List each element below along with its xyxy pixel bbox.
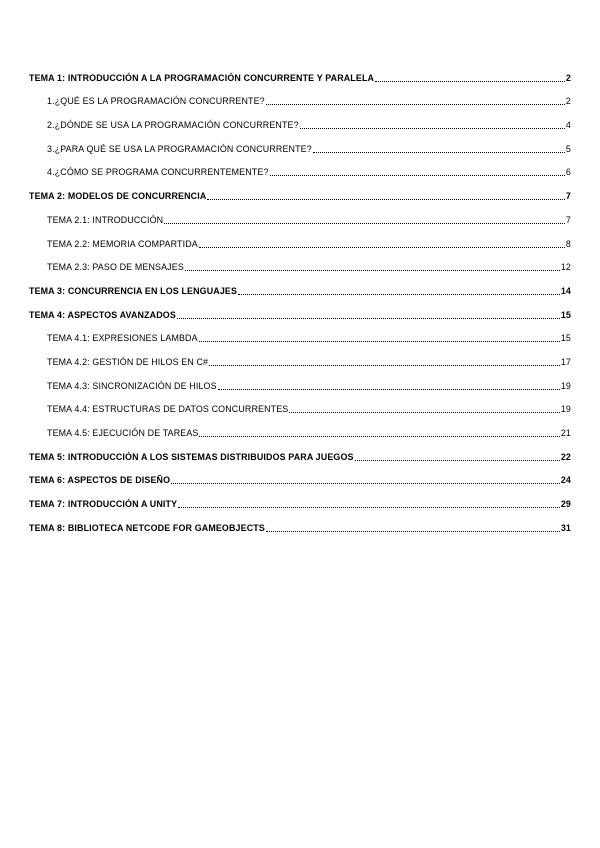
toc-entry[interactable] bbox=[29, 439, 571, 463]
toc-entry-page: 15 bbox=[560, 309, 571, 320]
toc-dot-leader bbox=[171, 482, 560, 484]
toc-dot-leader bbox=[199, 435, 559, 437]
toc-entry-page: 29 bbox=[560, 499, 571, 510]
toc-entry-title: TEMA 7: INTRODUCCIÓN A UNITY bbox=[29, 499, 178, 510]
toc-dot-leader bbox=[375, 80, 565, 82]
toc-dot-leader bbox=[199, 340, 560, 342]
toc-entry-title: TEMA 4.3: SINCRONIZACIÓN DE HILOS bbox=[47, 380, 217, 391]
toc-entry-title: 3.¿PARA QUÉ SE USA LA PROGRAMACIÓN CONCURRENTE? bbox=[47, 143, 312, 154]
toc-dot-leader bbox=[238, 293, 560, 295]
toc-entry-page: 2 bbox=[565, 72, 571, 83]
toc-entry-title: TEMA 4.5: EJECUCIÓN DE TAREAS bbox=[47, 428, 199, 438]
toc-entry[interactable] bbox=[29, 415, 571, 439]
toc-entry-title: TEMA 2.2: MEMORIA COMPARTIDA bbox=[47, 238, 198, 249]
toc-entry-title: 4.¿CÓMO SE PROGRAMA CONCURRENTEMENTE? bbox=[47, 167, 269, 178]
toc-entry-title: TEMA 4: ASPECTOS AVANZADOS bbox=[29, 309, 176, 320]
toc-dot-leader bbox=[266, 530, 560, 532]
toc-dot-leader bbox=[270, 174, 565, 176]
toc-entry-page: 4 bbox=[565, 120, 571, 131]
toc-entry[interactable] bbox=[29, 297, 571, 321]
toc-entry[interactable] bbox=[29, 155, 571, 179]
toc-entry-title: TEMA 3: CONCURRENCIA EN LOS LENGUAJES bbox=[29, 285, 238, 296]
toc-entry[interactable] bbox=[29, 226, 571, 250]
toc-entry-page: 19 bbox=[560, 404, 571, 415]
toc-entry-title: TEMA 4.1: EXPRESIONES LAMBDA bbox=[47, 333, 198, 344]
toc-entry-page: 15 bbox=[560, 333, 571, 344]
toc-entry-page: 24 bbox=[560, 475, 571, 486]
toc-entry[interactable] bbox=[29, 463, 571, 487]
toc-entry[interactable] bbox=[29, 202, 571, 226]
toc-entry-page: 7 bbox=[565, 214, 571, 225]
toc-entry-page: 7 bbox=[565, 191, 571, 202]
toc-entry[interactable] bbox=[29, 510, 571, 534]
toc-dot-leader bbox=[178, 506, 560, 508]
toc-entry[interactable] bbox=[29, 392, 571, 416]
toc-entry-title: TEMA 5: INTRODUCCIÓN A LOS SISTEMAS DISTRIBUIDOS PARA JUEGOS bbox=[29, 451, 354, 462]
toc-entry-page: 17 bbox=[560, 356, 571, 367]
toc-entry[interactable] bbox=[29, 107, 571, 131]
toc-entry[interactable] bbox=[29, 486, 571, 510]
toc-entry-page: 31 bbox=[560, 522, 571, 533]
toc-entry[interactable] bbox=[29, 368, 571, 392]
toc-dot-leader bbox=[300, 127, 565, 129]
toc-entry-title: TEMA 4.4: ESTRUCTURAS DE DATOS CONCURRENTES bbox=[47, 404, 289, 415]
toc-dot-leader bbox=[207, 198, 565, 200]
toc-dot-leader bbox=[199, 246, 565, 248]
toc-entry-title: 1.¿QUÉ ES LA PROGRAMACIÓN CONCURRENTE? bbox=[47, 96, 265, 107]
toc-dot-leader bbox=[209, 364, 560, 366]
toc-entry[interactable] bbox=[29, 344, 571, 368]
toc-dot-leader bbox=[177, 317, 560, 319]
toc-entry-title: TEMA 4.2: GESTIÓN DE HILOS EN C# bbox=[47, 356, 209, 367]
toc-dot-leader bbox=[289, 411, 559, 413]
toc-entry-page: 19 bbox=[560, 380, 571, 391]
toc-entry-page: 6 bbox=[565, 167, 571, 178]
toc-entry[interactable] bbox=[29, 321, 571, 345]
toc-entry[interactable] bbox=[29, 273, 571, 297]
toc-dot-leader bbox=[164, 222, 565, 224]
table-of-contents bbox=[29, 60, 571, 534]
toc-entry-title: TEMA 8: BIBLIOTECA NETCODE FOR GAMEOBJECTS bbox=[29, 522, 265, 533]
toc-entry-page: 2 bbox=[565, 96, 571, 107]
toc-entry-page: 5 bbox=[565, 143, 571, 154]
toc-entry[interactable] bbox=[29, 178, 571, 202]
toc-dot-leader bbox=[313, 151, 565, 153]
toc-dot-leader bbox=[355, 459, 560, 461]
toc-entry[interactable] bbox=[29, 250, 571, 274]
toc-dot-leader bbox=[185, 269, 560, 271]
toc-entry-title: 2.¿DÓNDE SE USA LA PROGRAMACIÓN CONCURRENTE? bbox=[47, 120, 299, 131]
toc-entry[interactable] bbox=[29, 60, 571, 84]
toc-entry-page: 22 bbox=[560, 451, 571, 462]
toc-entry-page: 21 bbox=[560, 428, 571, 438]
toc-entry-page: 12 bbox=[560, 262, 571, 273]
toc-entry[interactable] bbox=[29, 131, 571, 155]
toc-entry-page: 8 bbox=[565, 238, 571, 249]
toc-entry-title: TEMA 6: ASPECTOS DE DISEÑO bbox=[29, 475, 171, 486]
toc-entry-title: TEMA 2: MODELOS DE CONCURRENCIA bbox=[29, 191, 207, 202]
toc-entry-title: TEMA 2.1: INTRODUCCIÓN bbox=[47, 214, 164, 225]
toc-dot-leader bbox=[218, 388, 560, 390]
toc-entry[interactable] bbox=[29, 84, 571, 108]
toc-entry-title: TEMA 2.3: PASO DE MENSAJES bbox=[47, 262, 184, 273]
toc-entry-title: TEMA 1: INTRODUCCIÓN A LA PROGRAMACIÓN CONCURRENTE Y PARALELA bbox=[29, 72, 375, 83]
toc-entry-page: 14 bbox=[560, 285, 571, 296]
toc-dot-leader bbox=[266, 103, 565, 105]
